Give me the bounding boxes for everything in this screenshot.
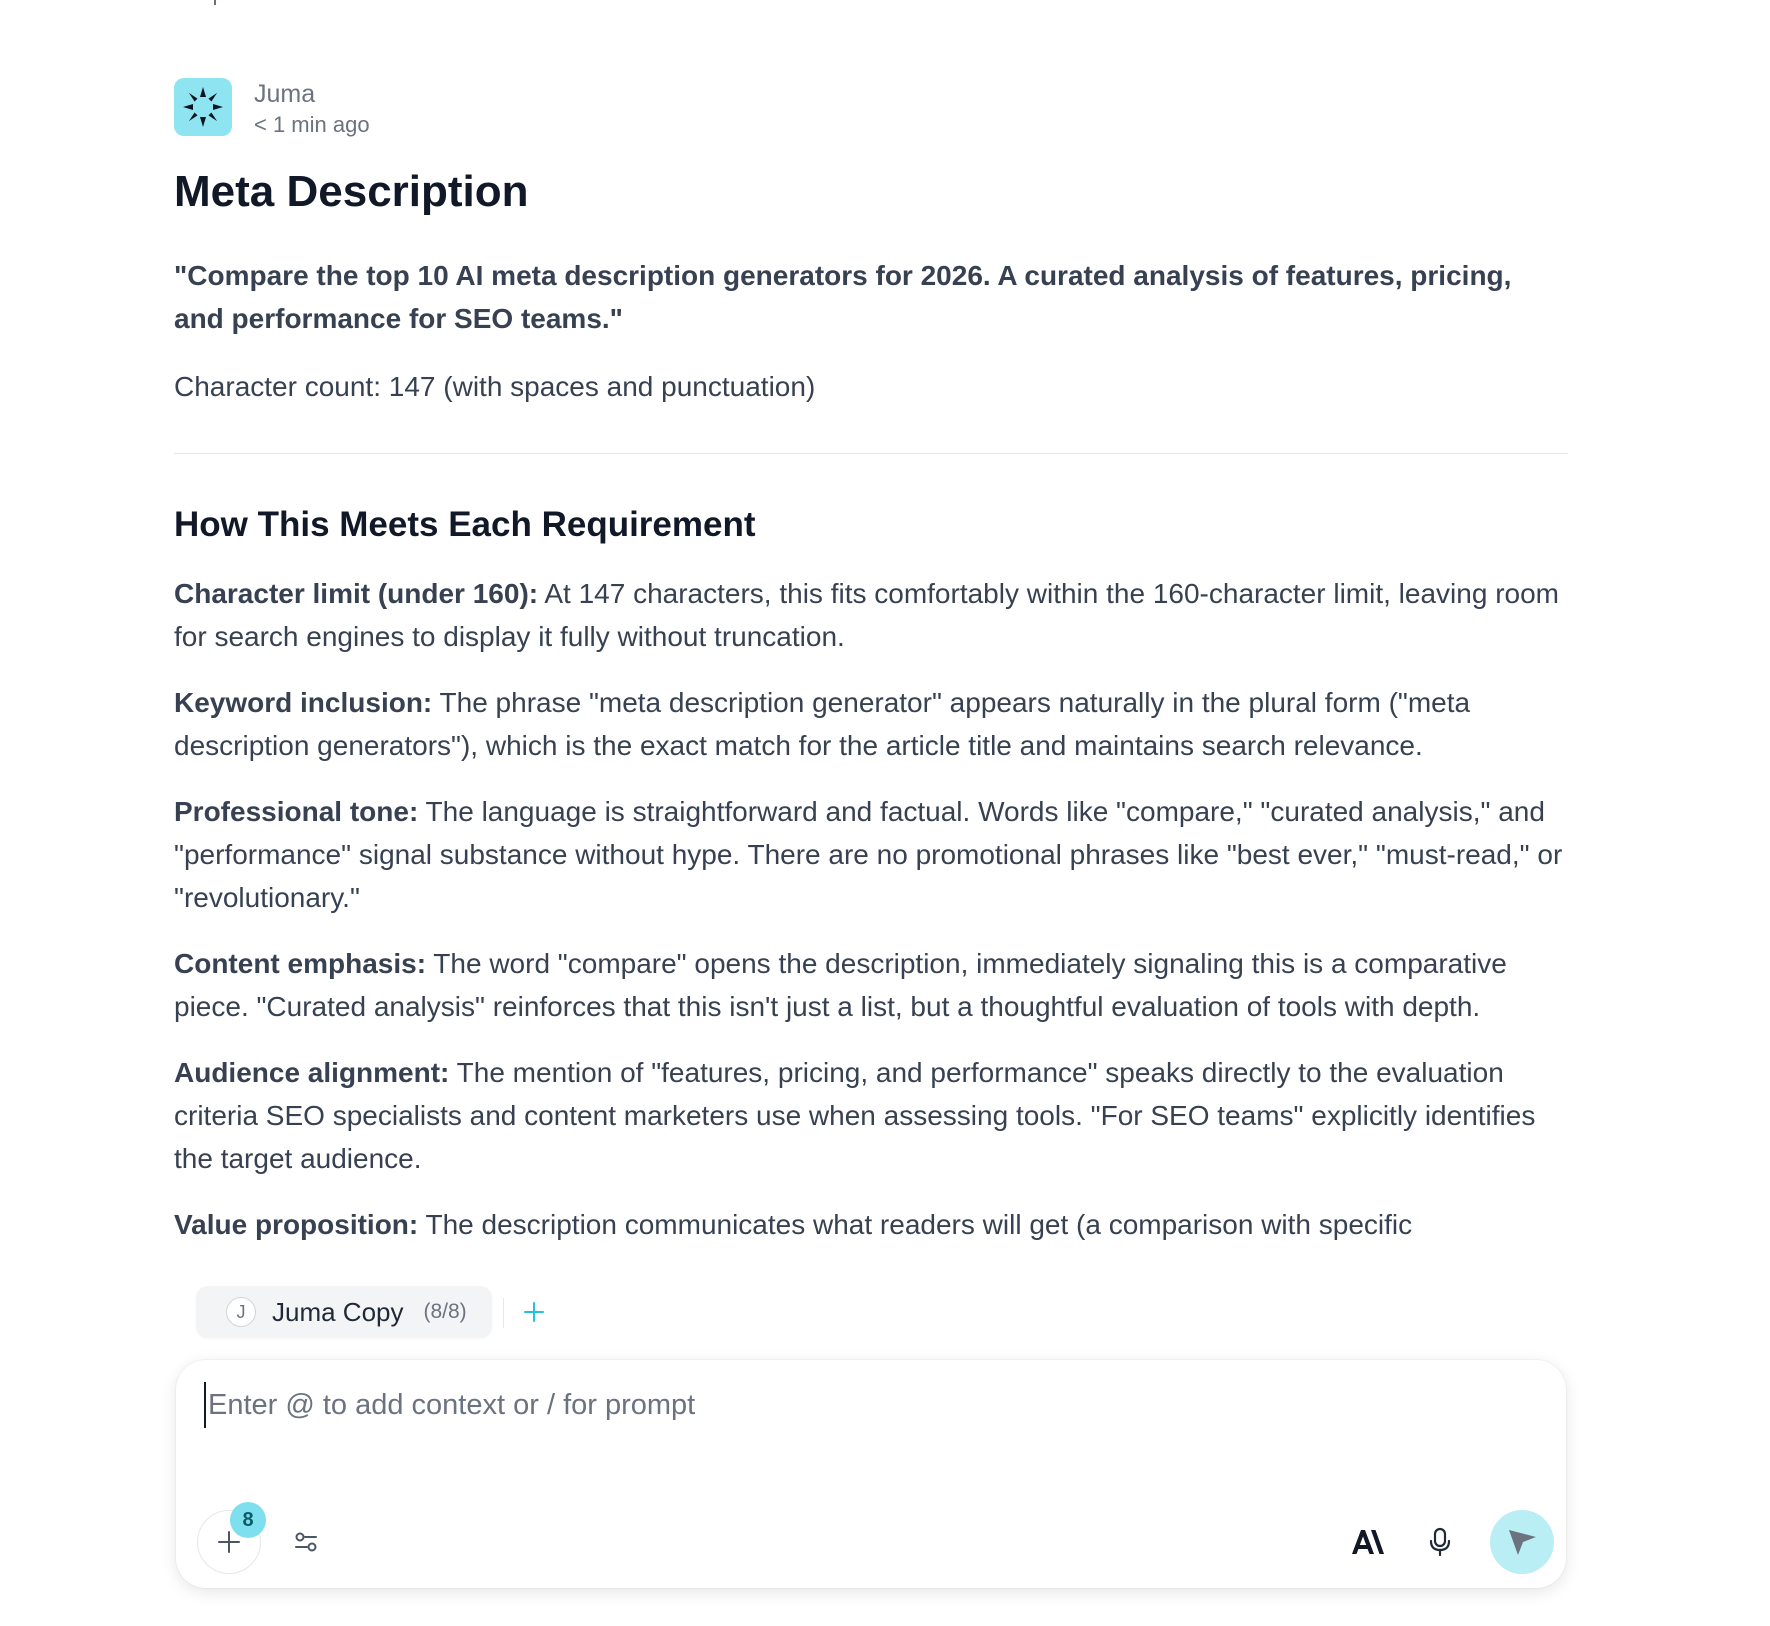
message-timestamp: < 1 min ago	[254, 112, 370, 137]
agent-chip[interactable]	[196, 1286, 492, 1338]
add-agent-button[interactable]	[518, 1296, 550, 1328]
requirement-paragraph	[174, 1203, 1568, 1246]
requirement-text: The phrase "meta description generator" appears naturally in the plural form ("meta description generators"), which is the exact match for the article title and maintains search relevance.	[174, 687, 1471, 761]
response-title: Meta Description	[174, 167, 529, 216]
meta-description-quote: "Compare the top 10 AI meta description generators for 2026. A curated analysis of features, pricing, and performance for SEO teams."	[174, 260, 1512, 334]
chip-divider	[503, 1298, 504, 1328]
sliders-icon	[293, 1529, 319, 1555]
assistant-message	[174, 78, 1568, 1358]
sparkle-logo-icon	[181, 85, 225, 129]
microphone-icon	[1428, 1527, 1452, 1557]
context-count-badge: 8	[230, 1502, 266, 1538]
requirement-text: At 147 characters, this fits comfortably within the 160-character limit, leaving room for search engines to display it fully without truncation.	[174, 578, 1559, 652]
requirement-label: Content emphasis:	[174, 948, 427, 979]
requirement-paragraph	[174, 681, 1568, 767]
content-fade	[0, 1340, 1770, 1360]
anthropic-logo-icon	[1351, 1529, 1385, 1555]
message-composer	[176, 1360, 1566, 1588]
requirement-label: Keyword inclusion:	[174, 687, 433, 718]
agent-name: Juma Copy	[272, 1296, 404, 1327]
requirement-text: The language is straightforward and factual. Words like "compare," "curated analysis," and "performance" signal substance without hype. There are no promotional phrases like "best ever," "must-read," or "revolutionary."	[174, 796, 1563, 913]
agent-count: (8/8)	[423, 1300, 467, 1323]
send-icon	[1506, 1526, 1538, 1558]
requirement-label: Character limit (under 160):	[174, 578, 539, 609]
section-divider	[174, 453, 1568, 454]
sender-info	[254, 78, 370, 140]
sender-name: Juma	[254, 80, 316, 108]
section-title: How This Meets Each Requirement	[174, 505, 756, 544]
requirement-paragraph	[174, 790, 1568, 919]
settings-button[interactable]	[290, 1526, 322, 1558]
requirement-label: Audience alignment:	[174, 1057, 450, 1088]
requirement-text: The word "compare" opens the description, immediately signaling this is a comparative piece. "Curated analysis" reinforces that this isn't just a list, but a thoughtful evaluation of tools with depth.	[174, 948, 1507, 1022]
scroll-remnant-mark	[214, 0, 216, 5]
requirement-label: Value proposition:	[174, 1209, 419, 1240]
agent-initial: J	[226, 1297, 256, 1327]
model-selector-button[interactable]	[1348, 1524, 1388, 1560]
requirement-paragraph	[174, 1051, 1568, 1180]
requirement-text: The description communicates what readers will get (a comparison with specific	[418, 1209, 1413, 1240]
requirement-label: Professional tone:	[174, 796, 419, 827]
voice-input-button[interactable]	[1422, 1522, 1458, 1562]
avatar	[174, 78, 232, 136]
prompt-input[interactable]	[204, 1382, 1510, 1428]
requirement-paragraph	[174, 942, 1568, 1028]
character-count: Character count: 147 (with spaces and punctuation)	[174, 371, 816, 402]
requirement-text: The mention of "features, pricing, and performance" speaks directly to the evaluation criteria SEO specialists and content marketers use when assessing tools. "For SEO teams" explicitly identifies the target audience.	[174, 1057, 1536, 1174]
requirement-paragraph	[174, 572, 1568, 658]
plus-icon	[523, 1301, 545, 1323]
message-header	[174, 78, 1568, 148]
send-button[interactable]	[1490, 1510, 1554, 1574]
